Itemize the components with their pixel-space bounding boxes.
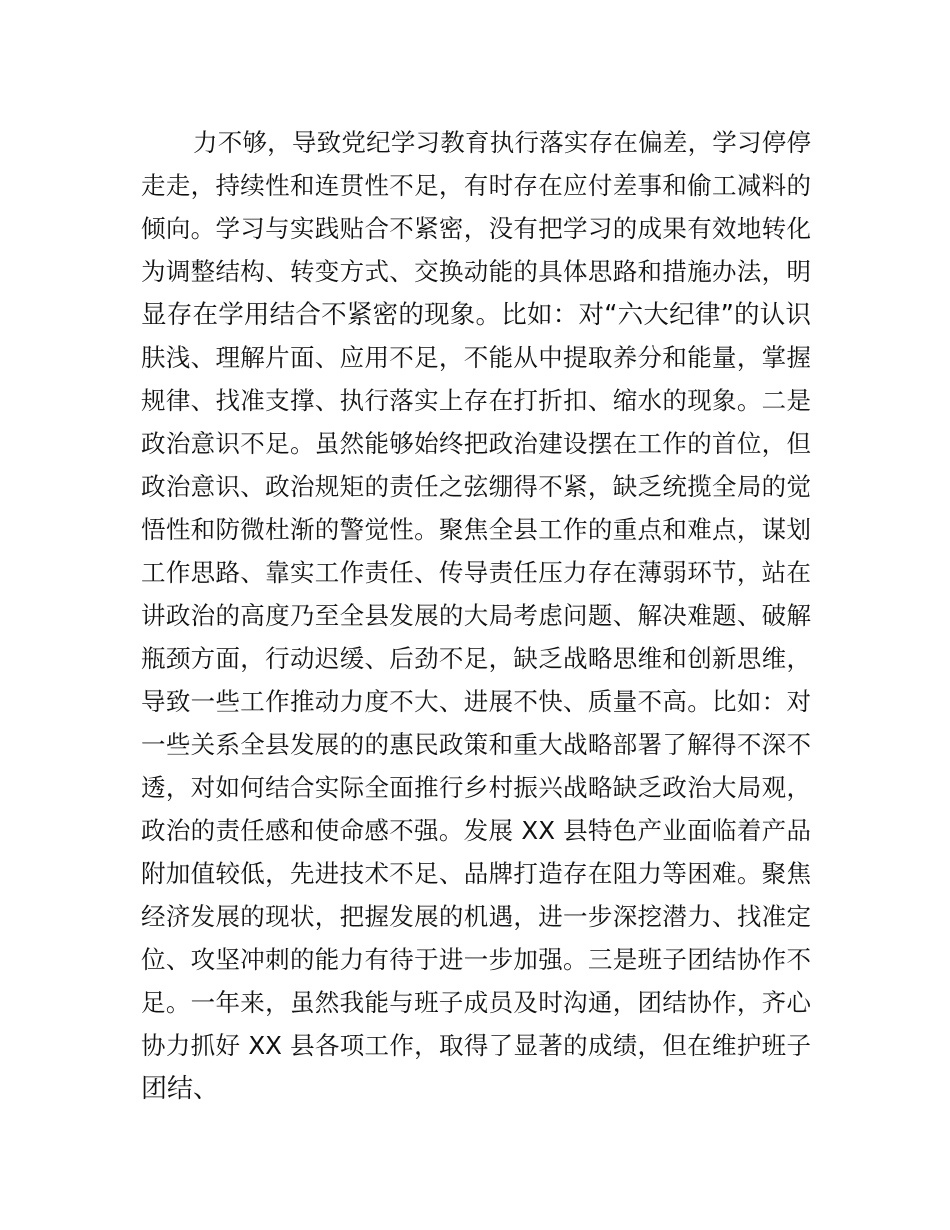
paragraph-line: 协力抓好 XX 县各项工作，取得了显著的成绩，但在维护班子: [141, 1031, 811, 1060]
paragraph-line: 规律、找准支撑、执行落实上存在打折扣、缩水的现象。二是: [141, 386, 811, 415]
paragraph-line: 政治意识不足。虽然能够始终把政治建设摆在工作的首位，但: [141, 429, 811, 458]
paragraph-line: 附加值较低，先进技术不足、品牌打造存在阻力等困难。聚焦: [141, 859, 811, 888]
paragraph-line: 政治的责任感和使命感不强。发展 XX 县特色产业面临着产品: [141, 816, 811, 845]
paragraph-line: 显存在学用结合不紧密的现象。比如：对“六大纪律”的认识: [141, 300, 811, 330]
paragraph-line: 瓶颈方面，行动迟缓、后劲不足，缺乏战略思维和创新思维，: [141, 644, 811, 673]
paragraph-line: 导致一些工作推动力度不大、进展不快、质量不高。比如：对: [141, 687, 811, 716]
paragraph-line: 肤浅、理解片面、应用不足，不能从中提取养分和能量，掌握: [141, 343, 811, 372]
paragraph-line: 讲政治的高度乃至全县发展的大局考虑问题、解决难题、破解: [141, 601, 811, 630]
paragraph-line: 工作思路、靠实工作责任、传导责任压力存在薄弱环节，站在: [141, 558, 811, 587]
paragraph-line-last: 团结、: [141, 1074, 220, 1104]
paragraph-line: 政治意识、政治规矩的责任之弦绷得不紧，缺乏统揽全局的觉: [141, 472, 811, 501]
paragraph-line: 倾向。学习与实践贴合不紧密，没有把学习的成果有效地转化: [141, 214, 811, 243]
paragraph-line: 经济发展的现状，把握发展的机遇，进一步深挖潜力、找准定: [141, 902, 811, 931]
paragraph-line: 透，对如何结合实际全面推行乡村振兴战略缺乏政治大局观，: [141, 773, 811, 802]
paragraph-line: 一些关系全县发展的的惠民政策和重大战略部署了解得不深不: [141, 730, 811, 759]
paragraph-line: 足。一年来，虽然我能与班子成员及时沟通，团结协作，齐心: [141, 988, 811, 1017]
paragraph-line: 为调整结构、转变方式、交换动能的具体思路和措施办法，明: [141, 257, 811, 286]
paragraph-line: 悟性和防微杜渐的警觉性。聚焦全县工作的重点和难点，谋划: [141, 515, 811, 544]
paragraph-line: 走走，持续性和连贯性不足，有时存在应付差事和偷工减料的: [141, 171, 811, 200]
paragraph-line: 力不够，导致党纪学习教育执行落实存在偏差，学习停停: [193, 128, 811, 157]
paragraph-line: 位、攻坚冲刺的能力有待于进一步加强。三是班子团结协作不: [141, 945, 811, 974]
